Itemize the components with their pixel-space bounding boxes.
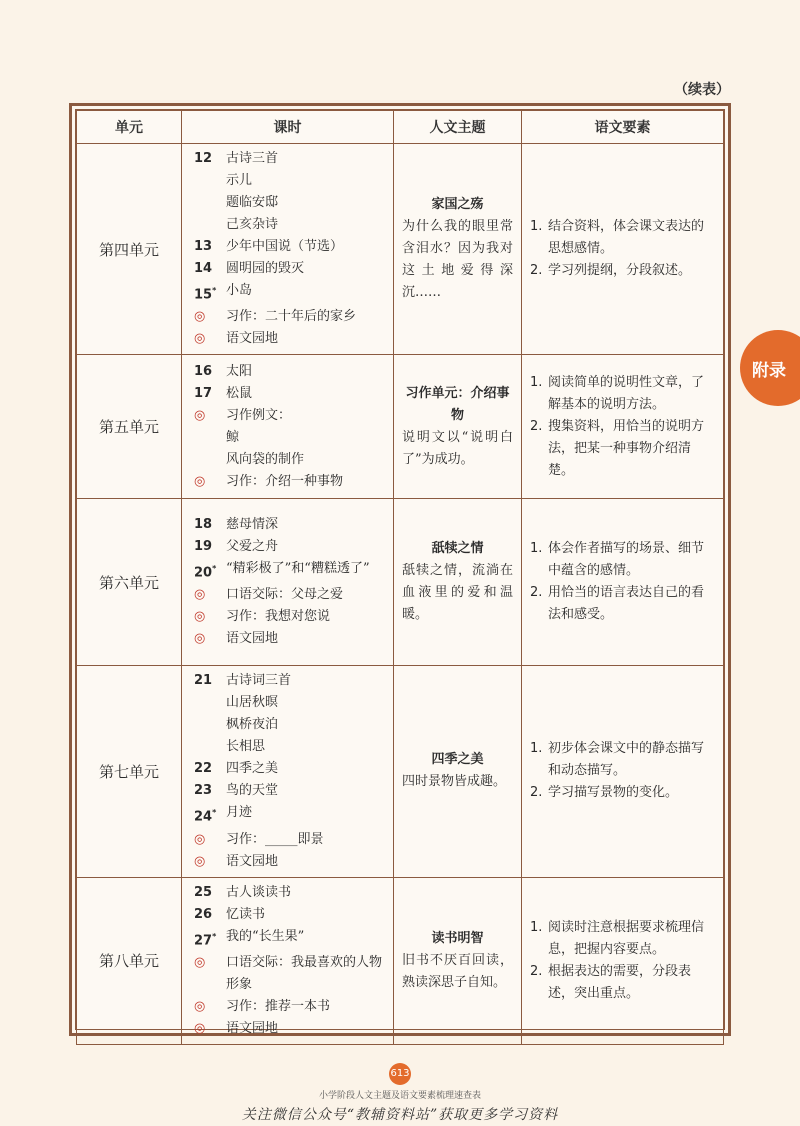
element-index: 1. (530, 374, 543, 390)
lesson-title: 慈母情深 (226, 517, 279, 533)
theme-cell (394, 499, 522, 666)
activity-bullet-icon: ◎ (194, 587, 206, 603)
element-text: 初步体会课文中的静态描写和动态描写。 (548, 741, 705, 779)
lesson-item (194, 851, 385, 873)
elements-list (530, 538, 715, 626)
unit-cell: 第五单元 (77, 355, 182, 499)
element-index: 2. (530, 263, 543, 279)
elements-cell (522, 666, 724, 877)
lesson-title: 习作例文： (226, 407, 292, 423)
activity-bullet-icon: ◎ (194, 954, 206, 970)
element-text: 体会作者描写的场景、细节中蕴含的感情。 (548, 541, 705, 579)
lessons-cell (182, 355, 394, 499)
lesson-number (194, 882, 226, 904)
lesson-item: 风向袋的制作 (226, 451, 305, 467)
lesson-number-text: 21 (194, 673, 213, 689)
lesson-title: 忆读书 (226, 906, 266, 922)
lesson-item (194, 952, 385, 996)
lesson-number (194, 758, 226, 780)
lesson-item (194, 471, 385, 493)
activity-bullet-icon: ◎ (194, 473, 206, 489)
header-theme: 人文主题 (394, 111, 522, 144)
theme-cell (394, 666, 522, 877)
lesson-number (194, 670, 226, 692)
lesson-item: 山居秋暝 (226, 695, 279, 711)
theme-cell (394, 144, 522, 355)
theme-title: 读书明智 (431, 930, 484, 946)
unit-cell: 第四单元 (77, 144, 182, 355)
elements-cell (522, 144, 724, 355)
lesson-title: 少年中国说（节选） (226, 239, 344, 254)
lesson-title: 习作：二十年后的家乡 (226, 309, 357, 325)
lesson-number-text: 18 (194, 517, 213, 533)
lessons-cell (182, 499, 394, 666)
lesson-number-text: 19 (194, 539, 213, 555)
lesson-title: 口语交际：我最喜欢的人物形象 (226, 954, 383, 992)
unit-row (77, 666, 724, 877)
theme-body: 为什么我的眼里常含泪水？因为我对这土地爱得深沉…… (402, 219, 513, 301)
lesson-number-text: 12 (194, 151, 213, 166)
unit-row (77, 355, 724, 499)
lesson-item (194, 904, 385, 926)
table-frame-inner (75, 109, 725, 1036)
lessons-cell (182, 666, 394, 877)
element-index: 2. (530, 963, 543, 979)
activity-bullet-icon: ◎ (194, 609, 206, 625)
activity-bullet-icon: ◎ (194, 831, 206, 847)
lesson-number (194, 926, 226, 952)
activity-bullet-icon: ◎ (194, 631, 206, 647)
self-study-star-icon: * (212, 564, 217, 574)
lesson-number-text: 15 (194, 287, 213, 303)
lesson-number-text: 17 (194, 385, 213, 401)
lesson-title: 四季之美 (226, 761, 279, 777)
lesson-item (194, 926, 385, 952)
lesson-item (194, 405, 385, 427)
elements-cell (522, 499, 724, 666)
lesson-bullet (194, 405, 226, 427)
lesson-bullet (194, 606, 226, 628)
lesson-title: 小岛 (226, 283, 253, 298)
lesson-item: 示儿 (226, 173, 253, 188)
lesson-number-text: 20 (194, 565, 213, 581)
self-study-star-icon: * (212, 808, 217, 818)
element-text: 结合资料，体会课文表达的思想感情。 (548, 219, 705, 257)
element-item (530, 260, 715, 282)
header-row (77, 111, 724, 144)
element-text: 用恰当的语言表达自己的看法和感受。 (548, 585, 705, 623)
lesson-number (194, 383, 226, 405)
lesson-item (194, 670, 385, 692)
lesson-title: 语文园地 (226, 1020, 279, 1036)
elements-list (530, 372, 715, 482)
elements-list (530, 216, 715, 282)
lesson-item (194, 258, 385, 280)
theme-title: 舐犊之情 (431, 541, 484, 557)
lesson-title: 语文园地 (226, 331, 279, 347)
elements-cell (522, 355, 724, 499)
self-study-star-icon: * (212, 931, 217, 941)
activity-bullet-icon: ◎ (194, 1020, 206, 1036)
theme-body: 旧书不厌百回读，熟读深思子自知。 (402, 952, 513, 990)
element-index: 1. (530, 219, 543, 235)
lesson-item (194, 514, 385, 536)
lesson-bullet (194, 471, 226, 493)
lesson-item (194, 780, 385, 802)
lesson-number (194, 148, 226, 170)
element-index: 2. (530, 418, 543, 434)
lesson-number-text: 24 (194, 809, 213, 825)
element-index: 2. (530, 585, 543, 601)
elements-list (530, 917, 715, 1005)
element-item (530, 372, 715, 416)
lesson-number (194, 536, 226, 558)
lesson-item: 枫桥夜泊 (226, 717, 279, 733)
element-item (530, 416, 715, 482)
lesson-item (194, 280, 385, 306)
lesson-item (194, 236, 385, 258)
element-item (530, 917, 715, 961)
lesson-number (194, 236, 226, 258)
lesson-title: 圆明园的毁灭 (226, 261, 305, 276)
theme-cell (394, 877, 522, 1044)
element-item (530, 582, 715, 626)
lesson-title: 父爱之舟 (226, 539, 279, 555)
element-text: 搜集资料，用恰当的说明方法，把某一种事物介绍清楚。 (548, 418, 705, 478)
lesson-number (194, 904, 226, 926)
lesson-item (194, 606, 385, 628)
lesson-title: 语文园地 (226, 631, 279, 647)
element-text: 根据表达的需要，分段表述，突出重点。 (548, 963, 692, 1001)
lesson-item: 己亥杂诗 (226, 217, 279, 232)
appendix-side-tab[interactable]: 附录 (740, 330, 800, 406)
lesson-item (194, 536, 385, 558)
lesson-bullet (194, 829, 226, 851)
lesson-title: 习作：介绍一种事物 (226, 473, 344, 489)
lesson-title: 习作：推荐一本书 (226, 998, 331, 1014)
theme-body: 四时景物皆成趣。 (402, 774, 507, 790)
lesson-number-text: 25 (194, 884, 213, 900)
lesson-item (194, 558, 385, 584)
lesson-title: 古人谈读书 (226, 884, 292, 900)
lesson-title: 月迹 (226, 805, 253, 821)
activity-bullet-icon: ◎ (194, 331, 206, 347)
lesson-number (194, 361, 226, 383)
lesson-item (194, 758, 385, 780)
lesson-bullet (194, 1018, 226, 1040)
lesson-number (194, 514, 226, 536)
lesson-item (194, 148, 385, 170)
lesson-title: “精彩极了”和“糟糕透了” (226, 561, 370, 577)
watermark-text: 关注微信公众号“教辅资料站”获取更多学习资料 (241, 1107, 559, 1123)
element-text: 学习描写景物的变化。 (548, 785, 679, 801)
elements-cell (522, 877, 724, 1044)
element-text: 阅读时注意根据要求梳理信息，把握内容要点。 (548, 919, 705, 957)
unit-row (77, 499, 724, 666)
lesson-item: 鲸 (226, 429, 240, 445)
unit-row (77, 877, 724, 1044)
element-index: 1. (530, 541, 543, 557)
lesson-bullet (194, 996, 226, 1018)
page-number-badge: 613 (389, 1063, 411, 1085)
element-item (530, 961, 715, 1005)
element-item (530, 538, 715, 582)
element-item (530, 738, 715, 782)
lesson-number-text: 22 (194, 761, 213, 777)
lesson-number-text: 13 (194, 239, 213, 254)
lesson-number (194, 280, 226, 306)
theme-body: 说明文以“说明白了”为成功。 (402, 429, 513, 467)
header-lessons: 课时 (182, 111, 394, 144)
lesson-number (194, 802, 226, 828)
curriculum-table (76, 110, 724, 1045)
element-index: 2. (530, 785, 543, 801)
lesson-item: 题临安邸 (226, 195, 279, 210)
activity-bullet-icon: ◎ (194, 407, 206, 423)
lesson-bullet (194, 952, 226, 974)
element-index: 1. (530, 919, 543, 935)
theme-title: 四季之美 (431, 752, 484, 768)
element-item (530, 216, 715, 260)
lesson-bullet (194, 851, 226, 873)
lesson-item (194, 829, 385, 851)
lesson-title: 习作：_____即景 (226, 831, 324, 847)
theme-body: 舐犊之情，流淌在血液里的爱和温暖。 (402, 563, 513, 623)
lesson-bullet (194, 328, 226, 350)
lesson-item (194, 383, 385, 405)
lesson-title: 我的“长生果” (226, 928, 305, 944)
lesson-item (194, 328, 385, 350)
unit-cell: 第八单元 (77, 877, 182, 1044)
lesson-title: 口语交际：父母之爱 (226, 587, 344, 603)
element-item (530, 782, 715, 804)
lesson-item (194, 882, 385, 904)
unit-cell: 第六单元 (77, 499, 182, 666)
lesson-number (194, 258, 226, 280)
lesson-title: 鸟的天堂 (226, 783, 279, 799)
lesson-bullet (194, 628, 226, 650)
unit-cell: 第七单元 (77, 666, 182, 877)
header-elements: 语文要素 (522, 111, 724, 144)
table-frame (69, 103, 731, 1036)
lesson-title: 古诗词三首 (226, 673, 292, 689)
activity-bullet-icon: ◎ (194, 998, 206, 1014)
lesson-item (194, 306, 385, 328)
self-study-star-icon: * (212, 286, 217, 295)
lesson-number (194, 558, 226, 584)
lesson-number-text: 26 (194, 906, 213, 922)
lesson-title: 松鼠 (226, 385, 253, 401)
lesson-number-text: 27 (194, 932, 213, 948)
lesson-number-text: 16 (194, 363, 213, 379)
lesson-item: 长相思 (226, 739, 266, 755)
lesson-item (194, 584, 385, 606)
theme-title: 家国之殇 (431, 197, 484, 213)
lessons-cell (182, 144, 394, 355)
lesson-bullet (194, 306, 226, 328)
lesson-item (194, 361, 385, 383)
lesson-item (194, 996, 385, 1018)
lesson-item (194, 802, 385, 828)
activity-bullet-icon: ◎ (194, 309, 206, 325)
element-text: 阅读简单的说明性文章，了解基本的说明方法。 (548, 374, 705, 412)
lesson-title: 习作：我想对您说 (226, 609, 331, 625)
lesson-title: 语文园地 (226, 853, 279, 869)
lesson-item (194, 628, 385, 650)
elements-list (530, 738, 715, 804)
unit-row (77, 144, 724, 355)
header-unit: 单元 (77, 111, 182, 144)
lesson-title: 古诗三首 (226, 151, 279, 166)
footer-title: 小学阶段人文主题及语文要素梳理速查表 (318, 1091, 481, 1101)
lessons-cell (182, 877, 394, 1044)
continued-label: （续表） (674, 82, 730, 98)
element-text: 学习列提纲，分段叙述。 (548, 263, 692, 279)
lesson-number-text: 23 (194, 783, 213, 799)
lesson-number (194, 780, 226, 802)
element-index: 1. (530, 741, 543, 757)
lesson-title: 太阳 (226, 363, 253, 379)
lesson-item (194, 1018, 385, 1040)
lesson-bullet (194, 584, 226, 606)
theme-title: 习作单元：介绍事物 (405, 385, 510, 423)
lesson-number-text: 14 (194, 261, 213, 276)
theme-cell (394, 355, 522, 499)
activity-bullet-icon: ◎ (194, 853, 206, 869)
